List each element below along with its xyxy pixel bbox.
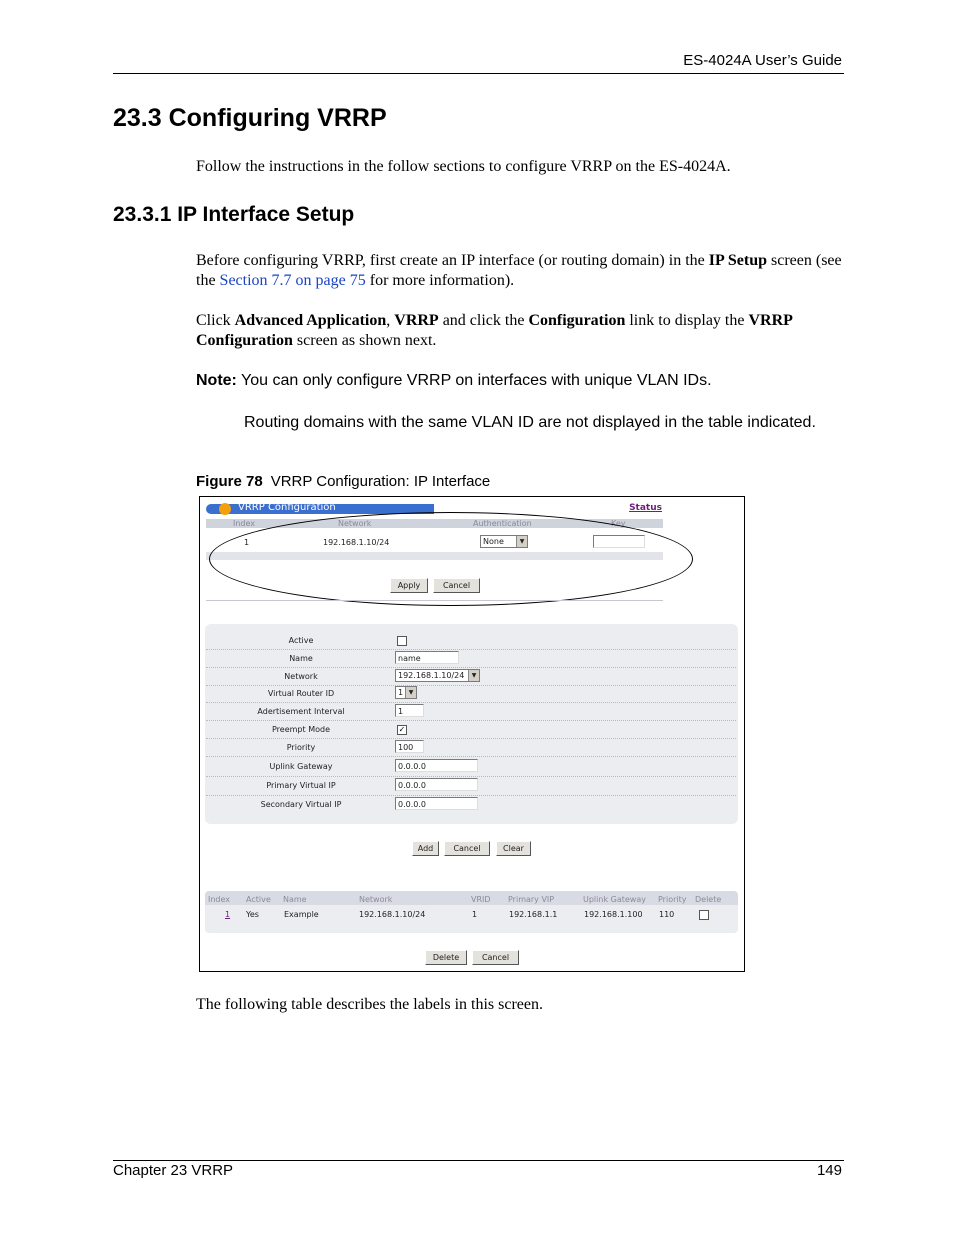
iface-header-network: Network xyxy=(338,519,372,528)
primary-vip-input[interactable]: 0.0.0.0 xyxy=(395,778,478,791)
summary-network: 192.168.1.10/24 xyxy=(359,910,426,919)
iface-header-key: Key xyxy=(611,519,626,528)
summary-vrid: 1 xyxy=(472,910,478,919)
iface-header-auth: Authentication xyxy=(473,519,532,528)
cancel-button-bottom[interactable]: Cancel xyxy=(472,950,519,965)
divider xyxy=(206,600,663,601)
row-divider xyxy=(206,649,736,650)
paragraph-ip-setup: Before configuring VRRP, first create an IP interface (or routing domain) in the IP Setup screen (see the Section 7.7 on page 75 for more information). xyxy=(196,252,842,289)
uplink-label: Uplink Gateway xyxy=(269,762,333,771)
summary-priority: 110 xyxy=(659,910,675,919)
row-divider xyxy=(206,702,736,703)
summary-header-index: Index xyxy=(208,895,231,904)
summary-header-primary-vip: Primary VIP xyxy=(508,895,555,904)
delete-button[interactable]: Delete xyxy=(425,950,467,965)
section-link[interactable]: Section 7.7 on page 75 xyxy=(219,272,366,289)
network-label: Network xyxy=(284,672,318,681)
row-divider xyxy=(206,776,736,777)
priority-input[interactable]: 100 xyxy=(395,740,424,753)
priority-label: Priority xyxy=(286,743,316,752)
vrrp-configuration-screenshot xyxy=(199,496,745,972)
footer-chapter: Chapter 23 VRRP xyxy=(113,1162,234,1179)
paragraph-click: Click Advanced Application, VRRP and click the Configuration link to display the VRRP Configuration screen as shown next. xyxy=(196,312,793,349)
adv-interval-label: Adertisement Interval xyxy=(257,707,345,716)
apply-button[interactable]: Apply xyxy=(390,578,428,593)
title-bullet-icon xyxy=(219,503,231,515)
summary-header-priority: Priority xyxy=(658,895,687,904)
footer-rule xyxy=(113,1160,844,1161)
screen-title: VRRP Configuration xyxy=(238,502,336,513)
chevron-down-icon: ▼ xyxy=(405,687,416,698)
add-button[interactable]: Add xyxy=(412,841,439,856)
note-body: Routing domains with the same VLAN ID are not displayed in the table indicated. xyxy=(244,414,816,431)
summary-uplink: 192.168.1.100 xyxy=(584,910,643,919)
summary-delete-checkbox[interactable] xyxy=(699,910,709,920)
row-divider xyxy=(206,720,736,721)
auth-select[interactable]: None ▼ xyxy=(480,535,528,548)
cancel-button-form[interactable]: Cancel xyxy=(444,841,490,856)
chevron-down-icon: ▼ xyxy=(516,536,527,547)
header-rule xyxy=(113,73,844,74)
summary-index-link[interactable]: 1 xyxy=(225,910,231,919)
preempt-label: Preempt Mode xyxy=(272,725,330,734)
chevron-down-icon: ▼ xyxy=(468,670,479,681)
row-divider xyxy=(206,685,736,686)
uplink-input[interactable]: 0.0.0.0 xyxy=(395,759,478,772)
summary-primary-vip: 192.168.1.1 xyxy=(509,910,558,919)
subsection-heading: 23.3.1 IP Interface Setup xyxy=(113,203,355,226)
intro-paragraph: Follow the instructions in the follow sections to configure VRRP on the ES-4024A. xyxy=(196,158,731,175)
summary-header-network: Network xyxy=(359,895,393,904)
name-input[interactable]: name xyxy=(395,651,459,664)
row-divider xyxy=(206,667,736,668)
summary-header-name: Name xyxy=(283,895,307,904)
preempt-checkbox[interactable]: ✓ xyxy=(398,725,406,734)
summary-header-uplink: Uplink Gateway xyxy=(583,895,646,904)
section-heading: 23.3 Configuring VRRP xyxy=(113,104,387,132)
summary-header-delete: Delete xyxy=(695,895,722,904)
guide-title: ES-4024A User’s Guide xyxy=(683,52,842,69)
following-paragraph: The following table describes the labels in this screen. xyxy=(196,996,544,1013)
summary-name: Example xyxy=(284,910,319,919)
secondary-vip-label: Secondary Virtual IP xyxy=(260,800,342,809)
status-link[interactable]: Status xyxy=(629,503,662,513)
figure-caption: Figure 78 VRRP Configuration: IP Interface xyxy=(196,473,491,490)
clear-button[interactable]: Clear xyxy=(496,841,531,856)
row-divider xyxy=(206,756,736,757)
footer-page-number: 149 xyxy=(816,1162,842,1179)
note: Note: You can only configure VRRP on interfaces with unique VLAN IDs. xyxy=(196,372,712,389)
summary-header-vrid: VRID xyxy=(471,895,491,904)
cancel-button-top[interactable]: Cancel xyxy=(433,578,480,593)
row-divider xyxy=(206,738,736,739)
vrid-label: Virtual Router ID xyxy=(267,689,335,698)
summary-header-active: Active xyxy=(246,895,271,904)
active-checkbox[interactable] xyxy=(397,636,407,646)
network-select[interactable]: 192.168.1.10/24 ▼ xyxy=(395,669,480,682)
adv-interval-input[interactable]: 1 xyxy=(395,704,424,717)
iface-index: 1 xyxy=(244,538,250,547)
primary-vip-label: Primary Virtual IP xyxy=(266,781,336,790)
iface-network: 192.168.1.10/24 xyxy=(323,538,390,547)
row-divider xyxy=(206,795,736,796)
active-label: Active xyxy=(288,636,314,645)
name-label: Name xyxy=(289,654,313,663)
iface-header-index: Index xyxy=(233,519,256,528)
vrid-select[interactable]: 1 ▼ xyxy=(395,686,417,699)
summary-active: Yes xyxy=(246,910,259,919)
secondary-vip-input[interactable]: 0.0.0.0 xyxy=(395,797,478,810)
